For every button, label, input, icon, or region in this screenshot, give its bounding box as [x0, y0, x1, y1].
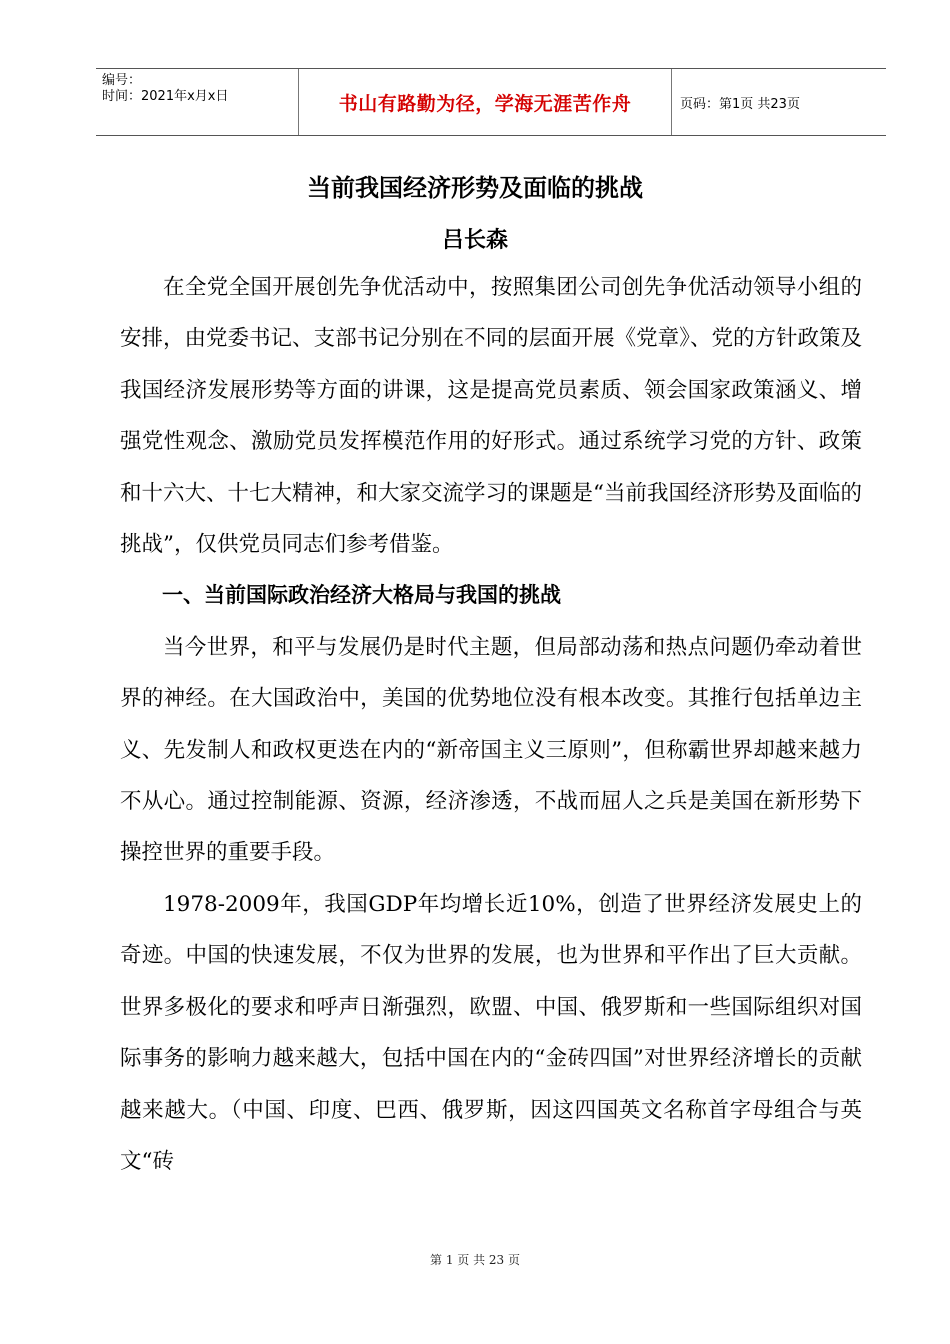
number-label: 编号：	[102, 73, 142, 88]
paragraph-china-growth: 1978-2009年，我国GDP年均增长近10%，创造了世界经济发展史上的奇迹。中国的快速发展，不仅为世界的发展，也为世界和平作出了巨大贡献。世界多极化的要求和呼声日渐强烈，欧盟、中国、俄罗斯和一些国际组织对国际事务的影响力越来越大，包括中国在内的“金砖四国”对世界经济增长的贡献越来越大。（中国、印度、巴西、俄罗斯，因这四国英文名称首字母组合与英文“砖	[120, 891, 862, 1174]
document-header	[96, 68, 886, 136]
header-meta	[96, 69, 299, 135]
header-motto: 书山有路勤为径，学海无涯苦作舟	[299, 69, 672, 135]
paragraph-intro: 在全党全国开展创先争优活动中，按照集团公司创先争优活动领导小组的安排，由党委书记、支部书记分别在不同的层面开展《党章》、党的方针政策及我国经济发展形势等方面的讲课，这是提高党员素质、领会国家政策涵义、增强党性观念、激励党员发挥模范作用的好形式。通过系统学习党的方针、政策和十六大、十七大精神，和大家交流学习的课题是“当前我国经济形势及面临的挑战”，仅供党员同志们参考借鉴。	[120, 275, 862, 558]
document-author: 吕长森	[441, 228, 508, 253]
header-page-label: 页码：第1页 共23页	[680, 96, 800, 112]
document-body	[120, 262, 862, 1187]
time-label: 时间：2021年x月x日	[102, 89, 229, 104]
document-title: 当前我国经济形势及面临的挑战	[307, 174, 643, 202]
section-heading-1: 一、当前国际政治经济大格局与我国的挑战	[162, 583, 561, 608]
paragraph-world-situation: 当今世界，和平与发展仍是时代主题，但局部动荡和热点问题仍牵动着世界的神经。在大国政治中，美国的优势地位没有根本改变。其推行包括单边主义、先发制人和政权更迭在内的“新帝国主义三原则”，但称霸世界却越来越力不从心。通过控制能源、资源，经济渗透，不战而屈人之兵是美国在新形势下操控世界的重要手段。	[120, 634, 862, 866]
page-footer: 第 1 页 共 23 页	[430, 1253, 520, 1267]
